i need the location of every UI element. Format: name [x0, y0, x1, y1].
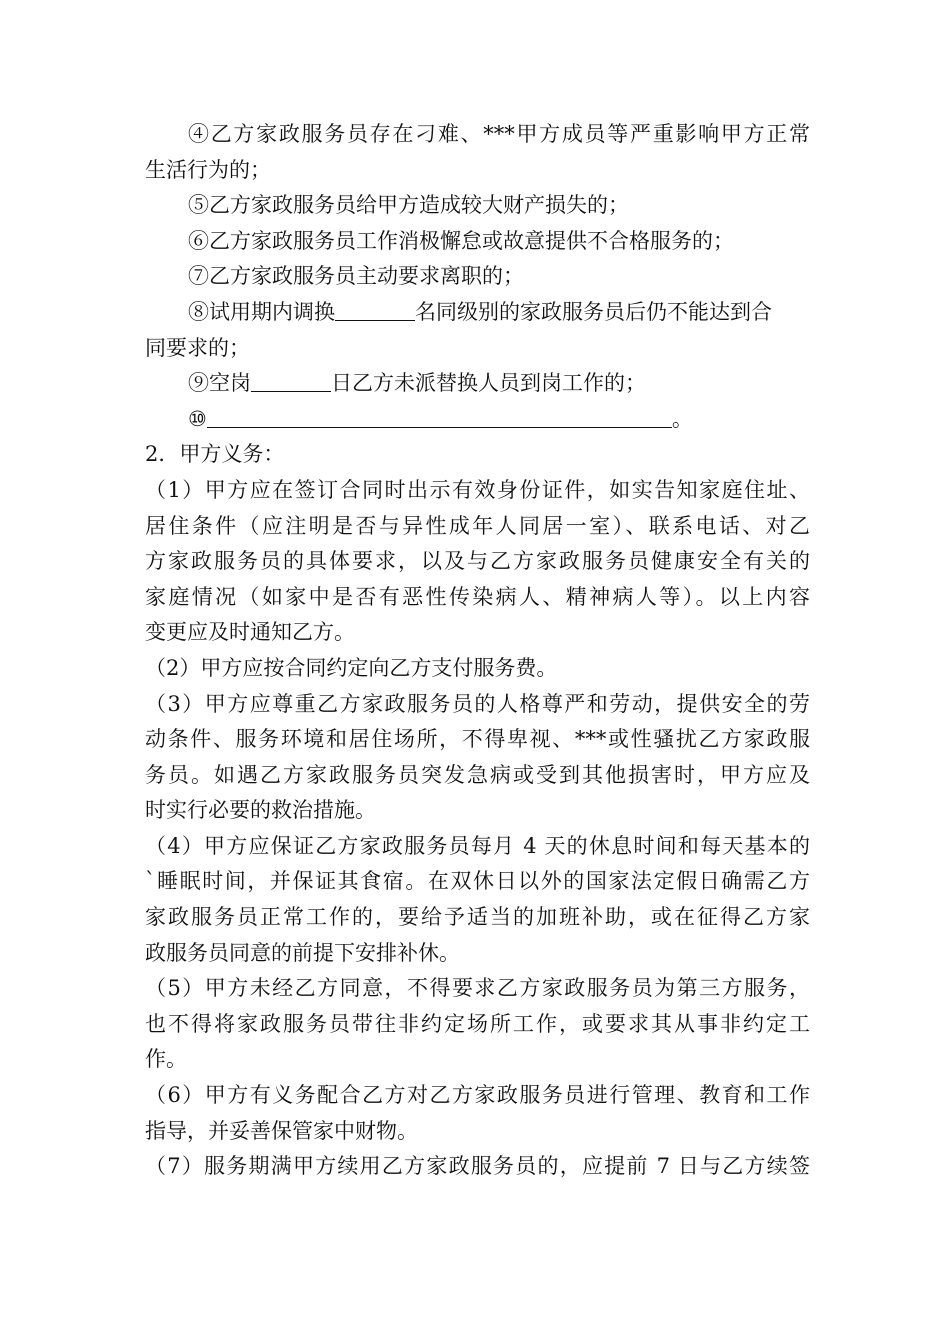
- section-heading: 2．甲方义务：: [145, 442, 285, 467]
- item-10-suffix: 。: [671, 406, 693, 431]
- fill-in-blank-other[interactable]: [207, 407, 672, 428]
- item-4-line-1: ④乙方家政服务员存在刁难、***甲方成员等严重影响甲方正常: [188, 122, 810, 146]
- clause-1-line-2: 居住条件（应注明是否与异性成年人同居一室）、联系电话、对乙: [145, 513, 810, 538]
- clause-4-line-3: 家政服务员正常工作的，要给予适当的加班补助，或在征得乙方家: [145, 905, 810, 930]
- item-8-suffix: 名同级别的家政服务员后仍不能达到合: [415, 299, 772, 324]
- clause-6-line-1: （6）甲方有义务配合乙方对乙方家政服务员进行管理、教育和工作: [145, 1083, 810, 1108]
- clause-5-line-1: （5）甲方未经乙方同意，不得要求乙方家政服务员为第三方服务，: [145, 976, 810, 1001]
- clause-1-line-3: 方家政服务员的具体要求，以及与乙方家政服务员健康安全有关的: [145, 549, 810, 574]
- fill-in-blank-days[interactable]: [251, 371, 331, 392]
- item-7: ⑦乙方家政服务员主动要求离职的；: [188, 264, 524, 289]
- item-8-line-1: [145, 295, 810, 331]
- clause-7-line-1: （7）服务期满甲方续用乙方家政服务员的，应提前 7 日与乙方续签: [145, 1154, 810, 1179]
- clause-3-line-2: 动条件、服务环境和居住场所，不得卑视、***或性骚扰乙方家政服: [145, 727, 810, 752]
- clause-4-line-1: （4）甲方应保证乙方家政服务员每月 4 天的休息时间和每天基本的: [145, 833, 810, 858]
- clause-4-line-2: `睡眠时间，并保证其食宿。在双休日以外的国家法定假日确需乙方: [145, 869, 810, 894]
- clause-1-line-1: （1）甲方应在签订合同时出示有效身份证件，如实告知家庭住址、: [145, 477, 810, 502]
- fill-in-blank-count[interactable]: [335, 300, 415, 321]
- clause-3-line-1: （3）甲方应尊重乙方家政服务员的人格尊严和劳动，提供安全的劳: [145, 691, 810, 716]
- item-9-suffix: 日乙方未派替换人员到岗工作的；: [331, 371, 646, 396]
- item-6: ⑥乙方家政服务员工作消极懈怠或故意提供不合格服务的；: [188, 228, 734, 253]
- clause-5-line-3: 作。: [145, 1047, 187, 1072]
- clause-3-line-3: 务员。如遇乙方家政服务员突发急病或受到其他损害时，甲方应及: [145, 762, 810, 787]
- clause-3-line-4: 时实行必要的救治措施。: [145, 798, 376, 823]
- item-8-prefix: ⑧试用期内调换: [188, 299, 335, 324]
- item-4-line-2: 生活行为的；: [145, 157, 271, 182]
- item-5: ⑤乙方家政服务员给甲方造成较大财产损失的；: [188, 193, 629, 218]
- item-10-prefix: ⑩: [188, 406, 207, 431]
- clause-1-line-4: 家庭情况（如家中是否有恶性传染病人、精神病人等）。以上内容: [145, 584, 810, 609]
- clause-4-line-4: 政服务员同意的前提下安排补休。: [145, 940, 460, 965]
- item-10: [145, 402, 810, 438]
- item-8-line-2: 同要求的；: [145, 335, 250, 360]
- item-9-prefix: ⑨空岗: [188, 371, 251, 396]
- clause-6-line-2: 指导，并妥善保管家中财物。: [145, 1118, 418, 1143]
- document-body: [145, 117, 810, 1185]
- clause-1-line-5: 变更应及时通知乙方。: [145, 620, 355, 645]
- item-9: [145, 366, 810, 402]
- clause-5-line-2: 也不得将家政服务员带往非约定场所工作，或要求其从事非约定工: [145, 1011, 810, 1036]
- clause-2-line-1: （2）甲方应按合同约定向乙方支付服务费。: [145, 655, 558, 680]
